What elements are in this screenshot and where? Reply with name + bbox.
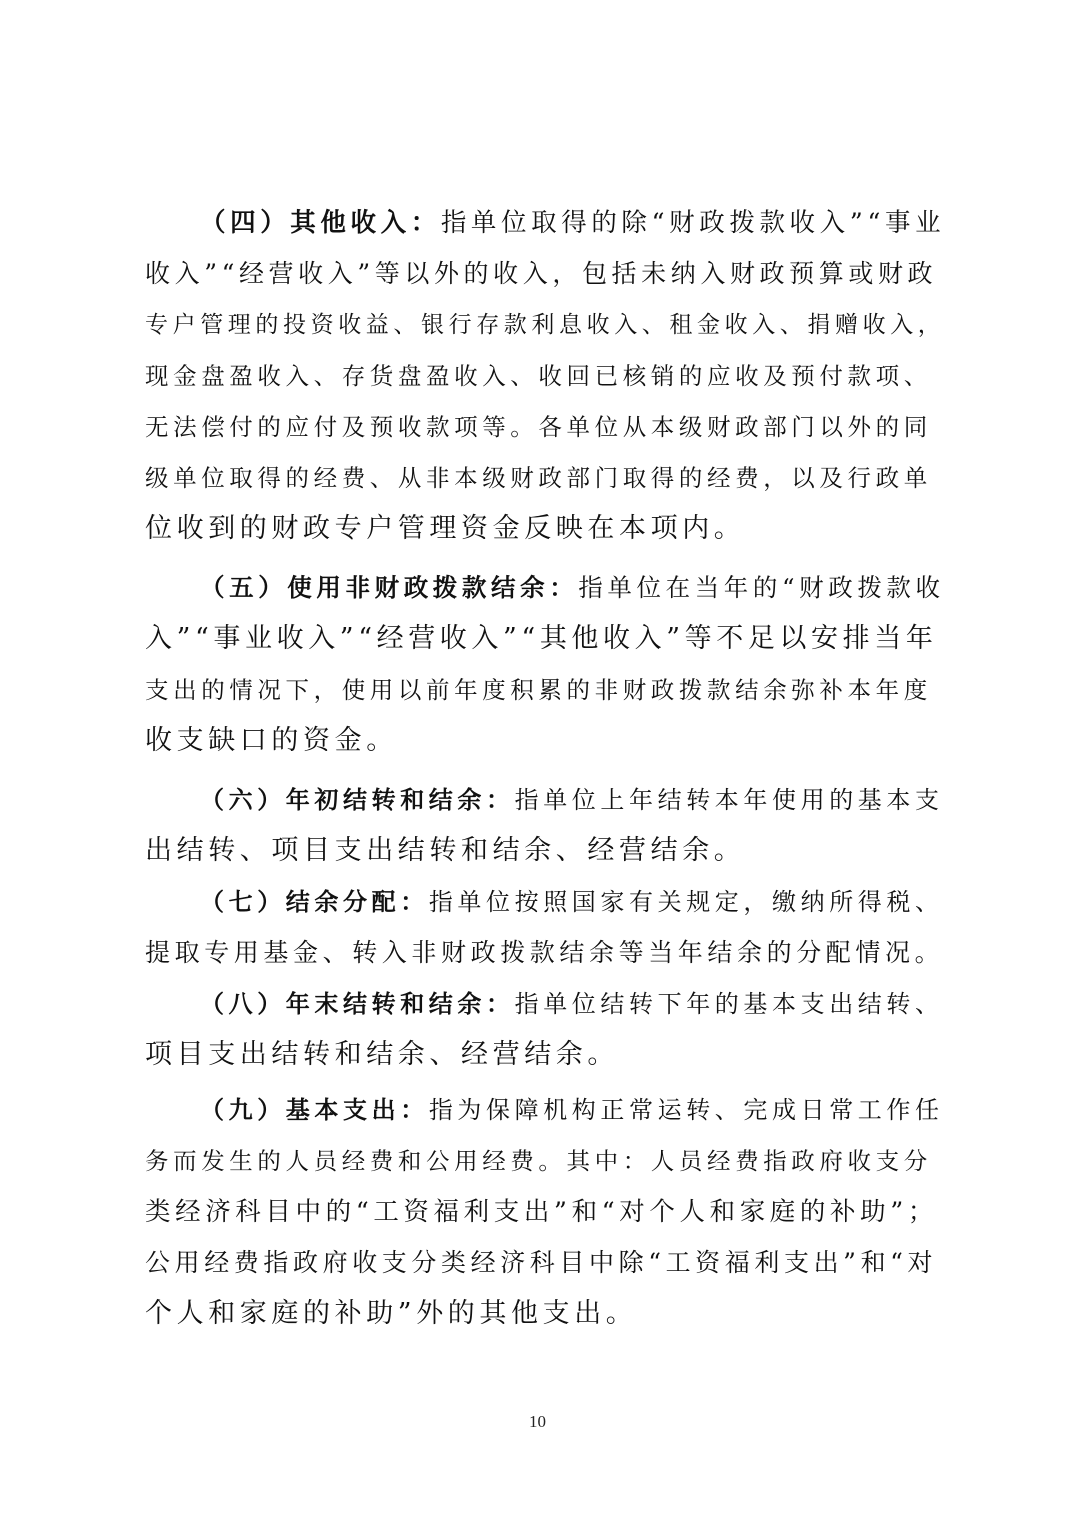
paragraph-line (200, 780, 945, 820)
body-text: 指为保障机构正常运转、完成日常工作任 (428, 1096, 944, 1124)
paragraph-line: 专户管理的投资收益、银行存款利息收入、租金收入、捐赠收入， (145, 312, 946, 338)
paragraph-line: 务而发生的人员经费和公用经费。其中：人员经费指政府收支分 (145, 1147, 932, 1175)
term-label: （七）结余分配： (200, 887, 429, 916)
term-label: （五）使用非财政拨款结余： (200, 573, 579, 602)
paragraph-line (200, 568, 945, 608)
paragraph-line: 级单位取得的经费、从非本级财政部门取得的经费，以及行政单 (145, 464, 932, 492)
paragraph-line: 提取专用基金、转入非财政拨款结余等当年结余的分配情况。 (145, 938, 945, 967)
paragraph-line: 支出的情况下，使用以前年度积累的非财政拨款结余弥补本年度 (145, 676, 932, 704)
paragraph-line (200, 1090, 945, 1130)
term-label: （六）年初结转和结余： (200, 785, 515, 814)
paragraph-line (200, 203, 945, 243)
paragraph-line: 无法偿付的应付及预收款项等。各单位从本级财政部门以外的同 (145, 413, 932, 441)
paragraph-line (200, 984, 945, 1024)
term-label: （九）基本支出： (200, 1095, 429, 1124)
paragraph-line (200, 882, 945, 922)
body-text: 指单位取得的除“财政拨款收入”“事业 (440, 208, 946, 238)
paragraph-line: 收入”“经营收入”等以外的收入，包括未纳入财政预算或财政 (145, 259, 938, 288)
page-number: 10 (529, 1412, 546, 1431)
body-text: 指单位结转下年的基本支出结转、 (514, 990, 944, 1018)
paragraph-line: 现金盘盈收入、存货盘盈收入、收回已核销的应收及预付款项、 (145, 362, 932, 390)
paragraph-line: 入”“事业收入”“经营收入”“其他收入”等不足以安排当年 (145, 623, 938, 654)
paragraph-line: 项目支出结转和结余、经营结余。 (145, 1039, 619, 1070)
paragraph-line: 类经济科目中的“工资福利支出”和“对个人和家庭的补助”； (145, 1197, 938, 1227)
term-label: （四）其他收入： (200, 208, 441, 238)
paragraph-line: 位收到的财政专户管理资金反映在本项内。 (145, 513, 746, 544)
paragraph-line: 个人和家庭的补助”外的其他支出。 (145, 1298, 638, 1329)
body-text: 指单位上年结转本年使用的基本支 (514, 786, 944, 814)
paragraph-line: 收支缺口的资金。 (145, 725, 398, 756)
paragraph-line: 出结转、项目支出结转和结余、经营结余。 (145, 835, 746, 866)
paragraph-line: 公用经费指政府收支分类经济科目中除“工资福利支出”和“对 (145, 1248, 938, 1277)
body-text: 指单位按照国家有关规定，缴纳所得税、 (428, 888, 944, 916)
body-text: 指单位在当年的“财政拨款收 (578, 573, 945, 602)
term-label: （八）年末结转和结余： (200, 989, 515, 1018)
